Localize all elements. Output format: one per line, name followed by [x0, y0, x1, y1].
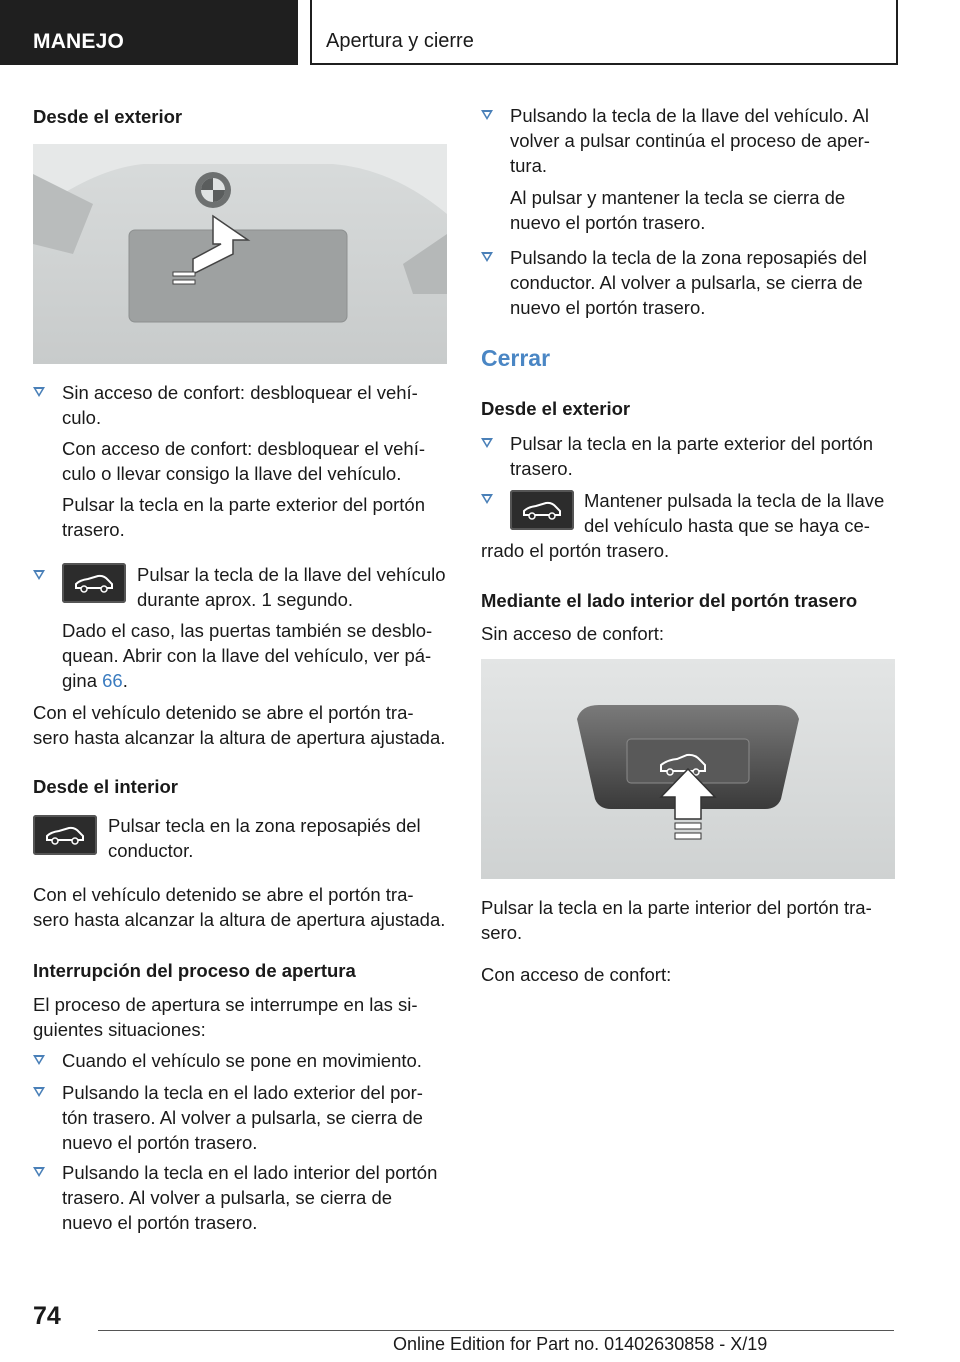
bullet-triangle-icon	[481, 252, 493, 262]
para-3-line-1: El proceso de apertura se interrumpe en las si-	[33, 994, 418, 1015]
close-bullet-1-line-1: Pulsar la tecla en la parte exterior del portón	[510, 433, 874, 454]
footer-divider	[98, 1330, 894, 1331]
bullet-triangle-icon	[33, 387, 45, 397]
right-bullet-1-line-1: Pulsando la tecla de la llave del vehículo. Al	[510, 105, 869, 126]
interior-line-1: Pulsar tecla en la zona reposapiés del	[108, 815, 421, 836]
interrupt-item-3-line-2: trasero. Al volver a pulsarla, se cierra de	[62, 1187, 393, 1208]
bullet-1-para-2-line-1: Con acceso de confort: desbloquear el vehí-	[62, 438, 426, 459]
page-number: 74	[33, 1302, 61, 1330]
section-tab	[0, 0, 298, 65]
heading-interrupcion: Interrupción del proceso de apertura	[33, 960, 356, 981]
close-bullet-2-line-2: del vehículo hasta que se haya ce-	[584, 515, 870, 536]
para-1-line-2: sero hasta alcanzar la altura de apertura ajustada.	[33, 727, 446, 748]
interrupt-item-3-line-1: Pulsando la tecla en el lado interior del portón	[62, 1162, 438, 1183]
chapter-title: Apertura y cierre	[326, 30, 474, 52]
text-pagina: gina	[62, 670, 103, 691]
close-bullet-1-line-2: trasero.	[510, 458, 573, 479]
page-link-66[interactable]: 66	[102, 670, 123, 691]
bullet-triangle-icon	[481, 110, 493, 120]
right-para-line-1: Pulsar la tecla en la parte interior del portón tra-	[481, 897, 872, 918]
para-2-line-2: sero hasta alcanzar la altura de apertura ajustada.	[33, 909, 446, 930]
right-bullet-2-line-2: conductor. Al volver a pulsarla, se cierra de	[510, 272, 863, 293]
para-1-line-1: Con el vehículo detenido se abre el portón tra-	[33, 702, 414, 723]
bullet-1-line-1: Sin acceso de confort: desbloquear el vehí-	[62, 382, 418, 403]
right-bullet-1-line-2: volver a pulsar continúa el proceso de aper-	[510, 130, 870, 151]
interrupt-item-1: Cuando el vehículo se pone en movimiento.	[62, 1050, 422, 1071]
tailgate-footwell-button-icon	[33, 815, 97, 855]
chapter-tab	[310, 0, 898, 65]
interrupt-item-2-line-2: tón trasero. Al volver a pulsarla, se cierra de	[62, 1107, 423, 1128]
bullet-2-para-2-line-1: Dado el caso, las puertas también se desblo-	[62, 620, 433, 641]
heading-cerrar-exterior: Desde el exterior	[481, 398, 631, 419]
right-bullet-2-line-1: Pulsando la tecla de la zona reposapiés del	[510, 247, 867, 268]
close-bullet-2-line-3: rrado el portón trasero.	[481, 540, 670, 561]
bullet-2-para-2-line-2: quean. Abrir con la llave del vehículo, ver pá-	[62, 645, 432, 666]
bullet-triangle-icon	[481, 438, 493, 448]
bullet-2-para-2-line-3	[62, 668, 128, 693]
bullet-1-line-2: culo.	[62, 407, 102, 428]
interrupt-item-2-line-3: nuevo el portón trasero.	[62, 1132, 258, 1153]
interrupt-item-3-line-3: nuevo el portón trasero.	[62, 1212, 258, 1233]
interrupt-item-2-line-1: Pulsando la tecla en el lado exterior del por-	[62, 1082, 423, 1103]
text-con-acceso: Con acceso de confort:	[481, 964, 672, 985]
bullet-2-line-1: Pulsar la tecla de la llave del vehículo	[137, 564, 446, 585]
right-bullet-1-para-2-line-2: nuevo el portón trasero.	[510, 212, 706, 233]
bullet-2-line-2: durante aprox. 1 segundo.	[137, 589, 353, 610]
bullet-triangle-icon	[481, 494, 493, 504]
tailgate-exterior-illustration	[33, 144, 447, 364]
right-para-line-2: sero.	[481, 922, 523, 943]
tailgate-key-button-icon	[62, 563, 126, 603]
right-bullet-1-line-3: tura.	[510, 155, 548, 176]
para-3-line-2: guientes situaciones:	[33, 1019, 206, 1040]
bullet-triangle-icon	[33, 570, 45, 580]
bullet-1-para-3-line-2: trasero.	[62, 519, 125, 540]
section-title: MANEJO	[33, 30, 125, 53]
tailgate-key-button-icon	[510, 490, 574, 530]
tailgate-interior-button-photo	[481, 659, 895, 879]
bullet-triangle-icon	[33, 1167, 45, 1177]
tailgate-interior-illustration	[481, 659, 895, 879]
heading-desde-interior: Desde el interior	[33, 776, 178, 797]
text-period: .	[122, 670, 128, 691]
text-sin-acceso: Sin acceso de confort:	[481, 623, 665, 644]
footer-edition: Online Edition for Part no. 01402630858 - X/19	[393, 1334, 768, 1354]
bullet-triangle-icon	[33, 1055, 45, 1065]
para-2-line-1: Con el vehículo detenido se abre el portón tra-	[33, 884, 414, 905]
interior-line-2: conductor.	[108, 840, 194, 861]
heading-mediante: Mediante el lado interior del portón trasero	[481, 590, 858, 611]
right-bullet-2-line-3: nuevo el portón trasero.	[510, 297, 706, 318]
heading-desde-exterior: Desde el exterior	[33, 106, 183, 127]
bullet-1-para-3-line-1: Pulsar la tecla en la parte exterior del portón	[62, 494, 426, 515]
bullet-1-para-2-line-2: culo o llevar consigo la llave del vehículo.	[62, 463, 402, 484]
heading-cerrar: Cerrar	[481, 345, 551, 371]
right-bullet-1-para-2-line-1: Al pulsar y mantener la tecla se cierra de	[510, 187, 846, 208]
tailgate-exterior-photo	[33, 144, 447, 364]
bullet-triangle-icon	[33, 1087, 45, 1097]
close-bullet-2-line-1: Mantener pulsada la tecla de la llave	[584, 490, 885, 511]
